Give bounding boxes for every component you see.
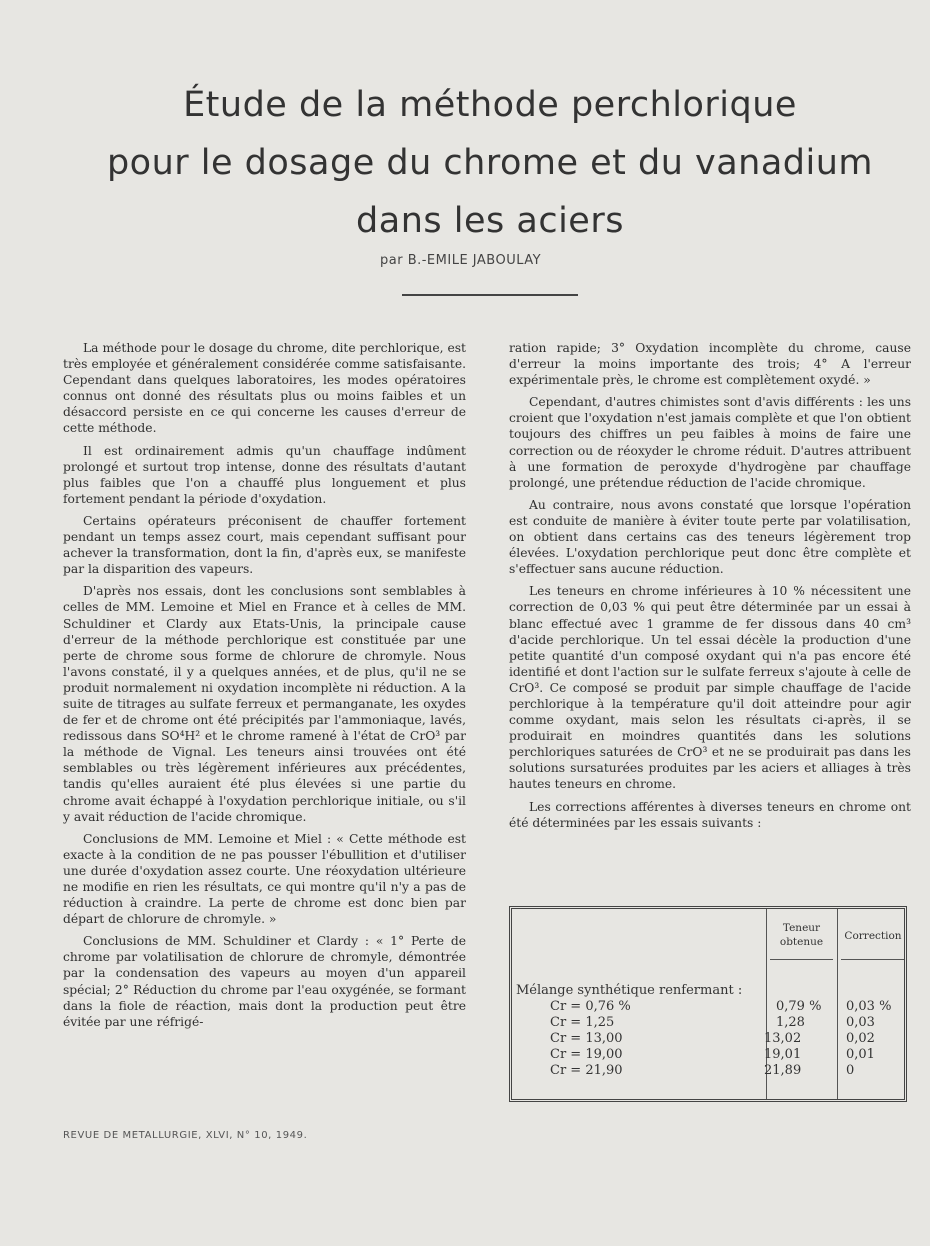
teneur-value: 13,02: [764, 1031, 802, 1046]
paragraph: Les teneurs en chrome inférieures à 10 % nécessitent une correction de 0,03 % qui peut être déterminée par un essai à blanc effectué avec 1 gramme de fer dissous dans 40 cm³ d'acide perchlorique. Un tel essai décèle la production d'une petite quantité d'un composé oxydant qui n'a pas encore été identifié et dont l'action sur le sulfate ferreux s'ajoute à celle de CrO³. Ce composé se produit par simple chauffage de l'acide perchlorique à la température qu'il doit atteindre pour agir comme oxydant, mais selon les résultats ci-après, il se produirait en moindres quantités dans les solutions perchloriques saturées de CrO³ et ne se produirait pas dans les solutions sursaturées produites par les aciers et alliages à très hautes teneurs en chrome.: [509, 584, 911, 792]
cr-value: Cr = 21,90: [550, 1063, 623, 1078]
correction-value: 0,03 %: [846, 999, 892, 1014]
paragraph: Les corrections afférentes à diverses teneurs en chrome ont été déterminées par les essais suivants :: [509, 799, 911, 830]
right-column: [509, 340, 911, 837]
correction-value: 0,02: [846, 1031, 875, 1046]
correction-value: 0: [846, 1063, 855, 1078]
paragraph: Il est ordinairement admis qu'un chauffage indûment prolongé et surtout trop intense, donne des résultats d'autant plus faibles que l'on a chauffé plus longuement et plus fortement pendant la période d'oxydation.: [63, 443, 466, 506]
teneur-value: 1,28: [776, 1015, 805, 1030]
teneur-value: 19,01: [764, 1047, 802, 1062]
author-byline: par B.-EMILE JABOULAY: [380, 253, 542, 268]
title-line: Étude de la méthode perchlorique: [183, 85, 797, 125]
title-divider: [402, 294, 578, 296]
paragraph: Cependant, d'autres chimistes sont d'avis différents : les uns croient que l'oxydation n'est jamais complète et que l'on obtient toujours des chiffres un peu faibles à moins de faire une correction ou de réoxyder le chrome réduit. D'autres attribuent à une formation de peroxyde d'hydrogène par chauffage prolongé, une prétendue réduction de l'acide chromique.: [509, 395, 911, 490]
correction-value: 0,01: [846, 1047, 875, 1062]
header-correction: Correction: [844, 930, 902, 942]
title-line: dans les aciers: [356, 201, 624, 241]
header-underline: [770, 959, 833, 960]
paragraph: Conclusions de MM. Schuldiner et Clardy : « 1° Perte de chrome par volatilisation de chlorure de chromyle, démontrée par la condensation des vapeurs au moyen d'un appareil spécial; 2° Réduction du chrome par l'eau oxygénée, se formant dans la fiole de réaction, mais dont la production peut être évitée par une réfrigé-: [63, 934, 466, 1029]
table-row: [512, 1063, 904, 1079]
paragraph-continued: ration rapide; 3° Oxydation incomplète du chrome, cause d'erreur la moins importante des trois; 4° A l'erreur expérimentale près, le chrome est complètement oxydé. »: [509, 341, 911, 388]
paragraph: D'après nos essais, dont les conclusions sont semblables à celles de MM. Lemoine et Miel en France et à celles de MM. Schuldiner et Clardy aux Etats-Unis, la principale cause d'erreur de la méthode perchlorique est constituée par une perte de chrome sous forme de chlorure de chromyle. Nous l'avons constaté, il y a quelques années, et de plus, qu'il ne se produit normalement ni oxydation incomplète ni réduction. A la suite de titrages au sulfate ferreux et permanganate, les oxydes de fer et de chrome ont été précipités par l'ammoniaque, lavés, redissous dans SO⁴H² et le chrome ramené à l'état de CrO³ par la méthode de Vignal. Les teneurs ainsi trouvées ont été semblables ou très légèrement inférieures aux précédentes, tandis qu'elles auraient été plus élevées si une partie du chrome avait échappé à l'oxydation perchlorique initiale, ou s'il y avait réduction de l'acide chromique.: [63, 584, 466, 824]
table-row: [512, 1047, 904, 1063]
cr-value: Cr = 19,00: [550, 1047, 623, 1062]
cr-value: Cr = 1,25: [550, 1015, 615, 1030]
results-table: [509, 906, 907, 1102]
cr-value: Cr = 13,00: [550, 1031, 623, 1046]
left-column: [63, 340, 466, 1036]
paragraph: La méthode pour le dosage du chrome, dite perchlorique, est très employée et généralement considérée comme satisfaisante. Cependant dans quelques laboratoires, les modes opératoires connus ont donné des résultats plus ou moins faibles et un désaccord persiste en ce qui concerne les causes d'erreur de cette méthode.: [63, 341, 466, 436]
correction-value: 0,03: [846, 1015, 875, 1030]
table-row: [512, 1015, 904, 1031]
journal-footer: REVUE DE METALLURGIE, XLVI, N° 10, 1949.: [63, 1130, 308, 1141]
paragraph: Conclusions de MM. Lemoine et Miel : « Cette méthode est exacte à la condition de ne pas pousser l'ébullition et d'utiliser une durée d'oxydation assez courte. Une réoxydation ultérieure ne modifie en rien les résultats, ce qui montre qu'il n'y a pas de réduction à craindre. La perte de chrome est donc bien par départ de chlorure de chromyle. »: [63, 831, 466, 927]
header-underline: [841, 959, 904, 960]
paragraph: Au contraire, nous avons constaté que lorsque l'opération est conduite de manière à éviter toute perte par volatilisation, on obtient dans certains cas des teneurs légèrement trop élevées. L'oxydation perchlorique peut donc être complète et s'effectuer sans aucune réduction.: [509, 497, 911, 577]
header-teneur: Teneur obtenue: [779, 922, 824, 948]
teneur-value: 21,89: [764, 1063, 802, 1078]
cr-value: Cr = 0,76 %: [550, 999, 631, 1014]
title-line: pour le dosage du chrome et du vanadium: [106, 143, 874, 183]
row-label: Mélange synthétique renfermant :: [516, 983, 743, 998]
paragraph: Certains opérateurs préconisent de chauffer fortement pendant un temps assez court, mais cependant suffisant pour achever la transformation, dont la fin, d'après eux, se manifeste par la disparition des vapeurs.: [63, 513, 466, 577]
article-title: [40, 76, 930, 250]
table-row: [512, 1031, 904, 1047]
table-row: [512, 999, 904, 1015]
teneur-value: 0,79 %: [776, 999, 822, 1014]
